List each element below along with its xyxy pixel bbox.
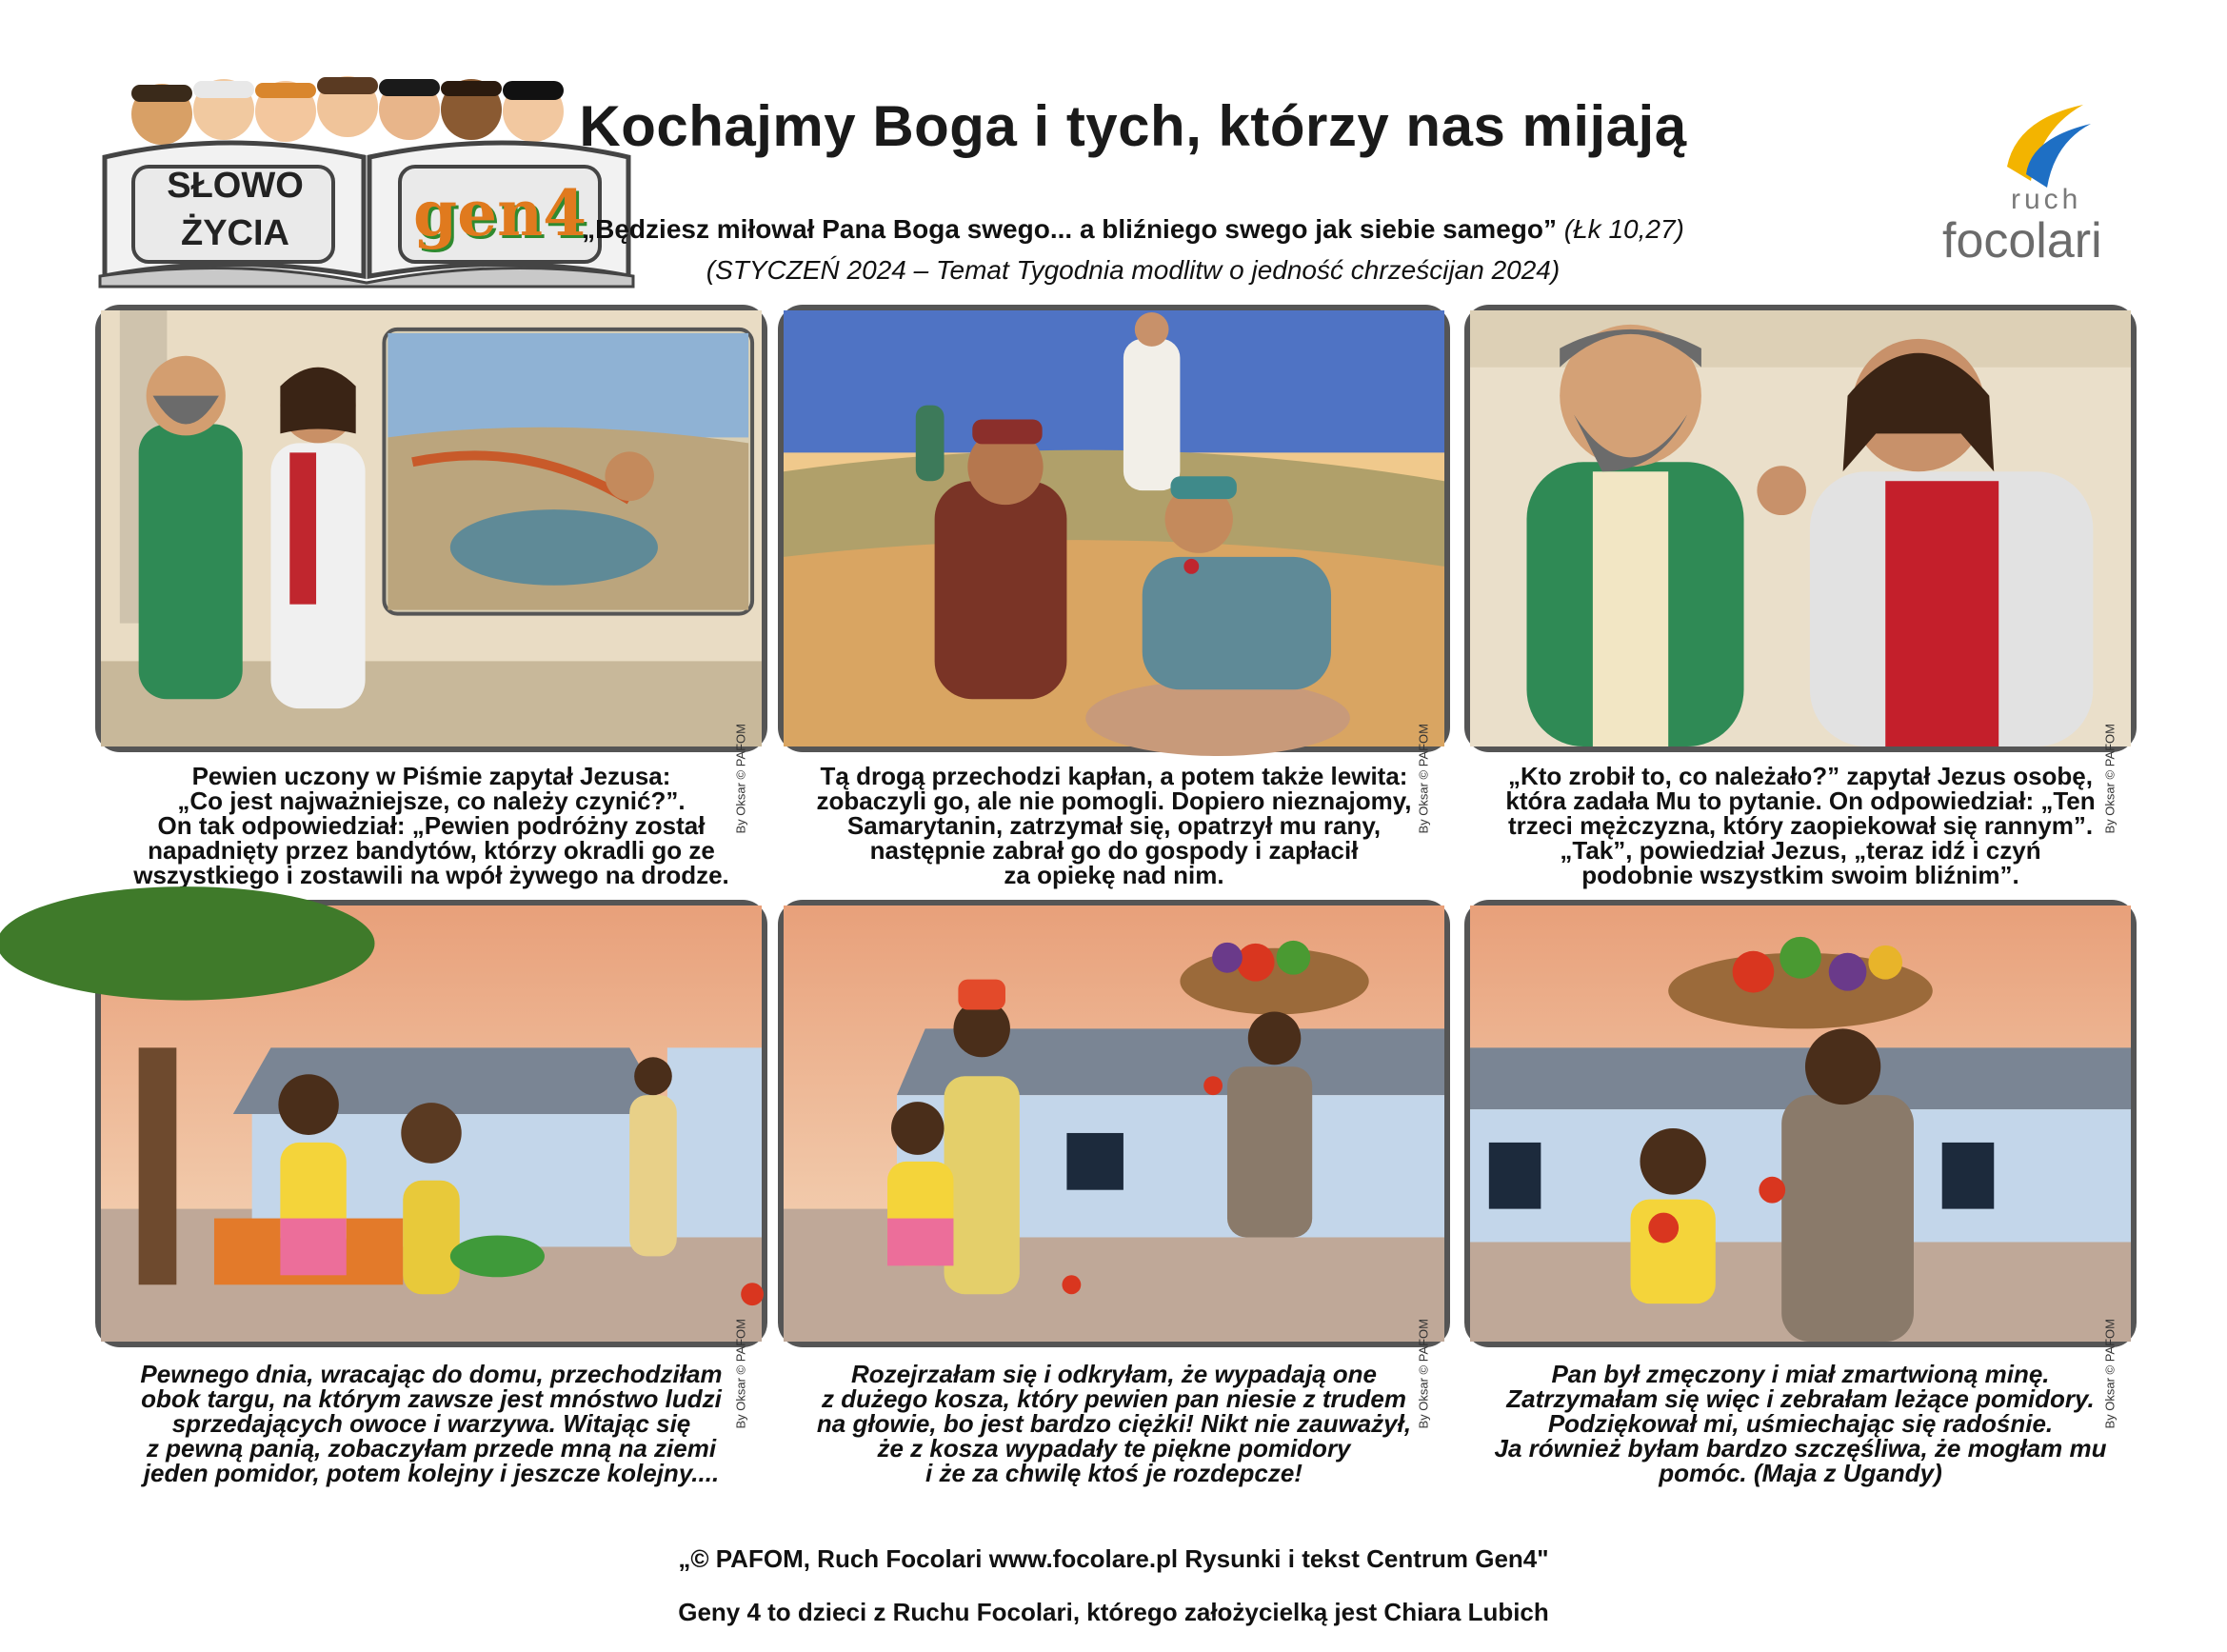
focolari-name: focolari (1942, 213, 2102, 269)
image-credit: By Oksar © PAFOM (2103, 1319, 2118, 1429)
image-credit: By Oksar © PAFOM (1417, 724, 1431, 834)
page-footer (0, 1519, 2227, 1652)
slowo-zycia-logo (95, 62, 638, 290)
image-credit: By Oksar © PAFOM (734, 724, 748, 834)
image-credit: By Oksar © PAFOM (734, 1319, 748, 1429)
page-title: Kochajmy Boga i tych, którzy nas mijają (579, 94, 1687, 158)
panel-1-caption: Pewien uczony w Piśmie zapytał Jezusa: „Co jest najważniejsze, co należy czynić?”. On tak odpowiedział: „Pewien podróżny został napadnięty przez bandytów, którzy okradli go ze wszystkiego i zostawili na wpół żywego na drodze. (133, 762, 729, 889)
image-credit: By Oksar © PAFOM (2103, 724, 2118, 834)
focolari-logo (1942, 100, 2133, 271)
focolari-small-text: ruch (2011, 184, 2082, 215)
panel-2-caption: Tą drogą przechodzi kapłan, a potem także lewita: zobaczyli go, ale nie pomogli. Dopiero nieznajomy, Samarytanin, zatrzymał się, opatrzył mu rany, następnie zabrał go do gospody i zapłacił za opiekę nad nim. (816, 762, 1412, 889)
panel-6-caption: Pan był zmęczony i miał zmartwioną minę. Zatrzymałam się więc i zebrałam leżące pomidory. Podziękował mi, uśmiechając się radośnie. Ja również byłam bardzo szczęśliwa, że mogłam mu pomóc. (Maja z Ugandy) (1494, 1360, 2107, 1487)
footer-line-2: Geny 4 to dzieci z Ruchu Focolari, którego założycielką jest Chiara Lubich (678, 1598, 1549, 1626)
logo-line-1: SŁOWO (167, 166, 304, 206)
image-credit: By Oksar © PAFOM (1417, 1319, 1431, 1429)
gen4-brand: gen4 (412, 176, 587, 250)
page-subtitle: (STYCZEŃ 2024 – Temat Tygodnia modlitw o jedność chrześcijan 2024) (706, 255, 1561, 285)
footer-line-1: „© PAFOM, Ruch Focolari www.focolare.pl Rysunki i tekst Centrum Gen4" (678, 1544, 1549, 1573)
panel-5-caption: Rozejrzałam się i odkryłam, że wypadają one z dużego kosza, który pewien pan niesie z trudem na głowie, bo jest bardzo ciężki! Nikt nie zauważył, że z kosza wypadały te piękne pomidory i że za chwilę ktoś je rozdepcze! (816, 1360, 1412, 1487)
panel-4-caption: Pewnego dnia, wracając do domu, przechodziłam obok targu, na którym zawsze jest mnóstwo ludzi sprzedających owoce i warzywa. Witając się z pewną panią, zobaczyłam przede mną na ziemi jeden pomidor, potem kolejny i jeszcze kolejny.... (140, 1360, 723, 1487)
children-faces-illustration (131, 76, 564, 145)
panel-3-caption: „Kto zrobił to, co należało?” zapytał Jezus osobę, która zadała Mu to pytanie. On odpowiedział: „Ten trzeci mężczyzna, który zaopiekował się rannym”. „Tak”, powiedział Jezus, „teraz idź i czyń podobnie wszystkim swoim bliźnim”. (1505, 762, 2096, 889)
verse-text: „Będziesz miłował Pana Boga swego... a bliźniego swego jak siebie samego” (582, 214, 1557, 244)
logo-line-2: ŻYCIA (181, 213, 289, 253)
verse-reference: (Łk 10,27) (1563, 214, 1684, 244)
scripture-verse (571, 214, 1695, 245)
